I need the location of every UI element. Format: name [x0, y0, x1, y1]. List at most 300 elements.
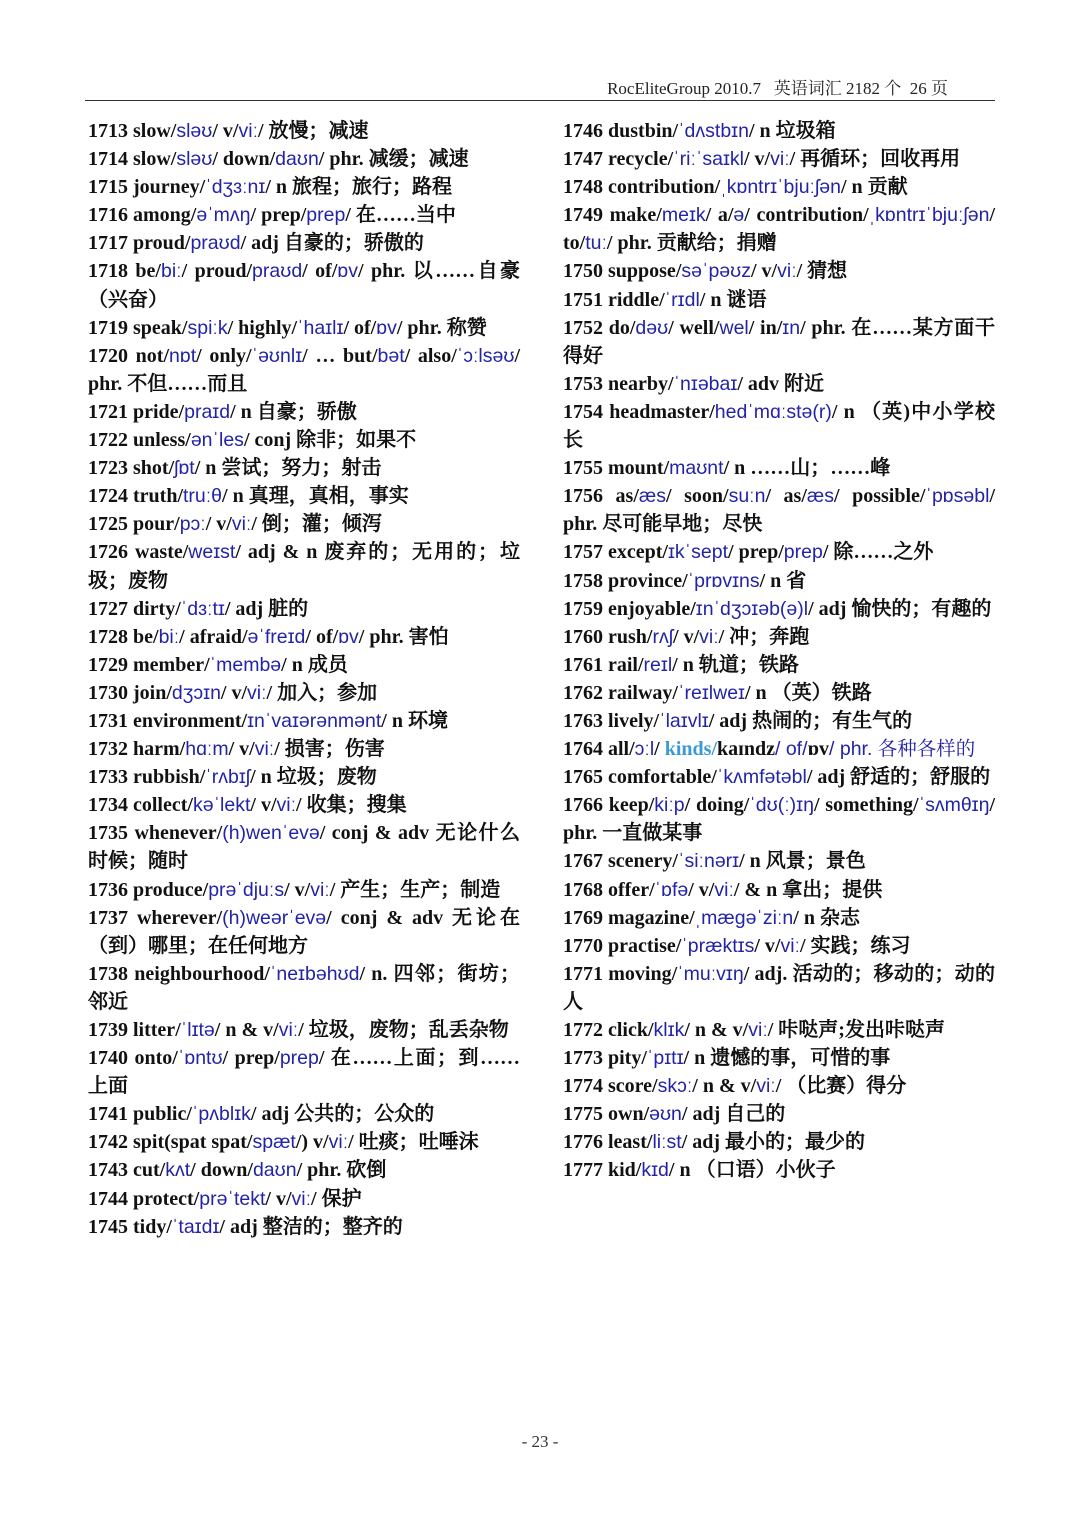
entry-text: 1767 scenery/ — [563, 850, 678, 873]
vocab-entry — [88, 454, 520, 482]
phonetic: sləʊ — [176, 148, 213, 171]
entry-text: 1774 score/ — [563, 1075, 658, 1098]
vocab-entry — [563, 904, 995, 932]
entry-text: 1748 contribution/ — [563, 176, 721, 199]
entry-text: 1744 protect/ — [88, 1187, 200, 1210]
vocab-entry — [563, 679, 995, 707]
entry-text: 1741 public/ — [88, 1103, 192, 1126]
entry-text: / n 省 — [759, 569, 807, 592]
phonetic: ˈpʌblɪk — [191, 1103, 251, 1126]
vocab-entry — [88, 819, 520, 875]
entry-text: / adj 整洁的；整齐的 — [219, 1215, 403, 1238]
entry-text: 1772 click/ — [563, 1019, 654, 1041]
entry-text: 1760 rush/ — [563, 625, 653, 648]
phonetic: ˈdɜːtɪ — [180, 597, 225, 620]
phonetic: ɪn — [782, 316, 801, 339]
vocab-entry — [563, 117, 995, 145]
entry-text: / of/ — [343, 316, 377, 339]
entry-text: / down/ — [212, 148, 276, 171]
phonetic: əˈfreɪd — [247, 625, 306, 648]
entry-text: / phr. 称赞 — [396, 316, 487, 339]
entry-text: 1759 enjoyable/ — [563, 597, 696, 620]
phonetic: ˈmuːvɪŋ — [677, 962, 744, 985]
entry-text: / n & v/ — [684, 1019, 749, 1041]
phonetic: liːst — [652, 1131, 682, 1154]
phonetic: kəˈlekt — [192, 794, 251, 817]
vocab-entry — [563, 707, 995, 735]
entry-text: / n 垃圾箱 — [748, 120, 836, 142]
phonetic: spiːk — [187, 316, 228, 339]
entry-text: / n 自豪；骄傲 — [230, 400, 357, 423]
entry-text: 1768 offer/ — [563, 878, 655, 901]
phonetic: ˈɒfə — [654, 878, 689, 901]
entry-text: / n （口语）小伙子 — [668, 1159, 836, 1182]
phonetic: viː — [328, 1131, 349, 1154]
entry-text: 1713 slow/ — [88, 120, 177, 142]
entry-text: / 除……之外 — [822, 541, 934, 564]
phonetic: ˈdʌstbɪn — [678, 120, 749, 142]
entry-text: 1758 province/ — [563, 569, 688, 592]
entry-text: 1746 dustbin/ — [563, 120, 679, 142]
vocab-entry — [88, 651, 520, 679]
phonetic: ʃɒt — [174, 457, 195, 480]
entry-text: 1770 practise/ — [563, 934, 682, 957]
entry-text: / adj 公共的；公众的 — [250, 1103, 435, 1126]
right-column — [563, 117, 995, 1185]
phonetic: ˈpræktɪs — [681, 934, 755, 957]
phonetic: truːθ — [183, 485, 223, 508]
entry-text: / adj 脏的 — [224, 597, 309, 620]
vocab-entry — [563, 201, 995, 257]
entry-text: / n 谜语 — [699, 288, 767, 311]
entry-text: / phr. 不但……而且 — [88, 344, 520, 395]
phonetic: ˈpɪtɪ — [646, 1047, 684, 1070]
phonetic: ˈdʊ(ː)ɪŋ — [749, 794, 814, 817]
phonetic: suːn — [728, 485, 766, 508]
entry-text: 1762 railway/ — [563, 681, 678, 704]
vocab-entry — [88, 763, 520, 791]
vocab-entry — [88, 1185, 520, 1213]
entry-text: / adj 热闹的；有生气的 — [708, 709, 913, 732]
phonetic: prep — [783, 541, 823, 564]
phonetic: ɒv — [338, 625, 359, 648]
entry-text: / v/ — [220, 681, 248, 704]
entry-text: 1736 produce/ — [88, 878, 209, 901]
entry-text: / in/ — [748, 316, 783, 339]
entry-text: / phr. 减缓；减速 — [318, 148, 469, 171]
entry-text: / n ……山；……峰 — [723, 457, 891, 480]
entry-text: 1764 all/ — [563, 738, 635, 761]
entry-text: / v/ — [250, 794, 277, 817]
entry-text: / of/ — [302, 260, 338, 283]
phonetic: biː — [161, 260, 182, 283]
entry-text: / n 风景；景色 — [739, 850, 866, 873]
phonetic: viː — [756, 1075, 776, 1098]
phonetic: klɪk — [653, 1019, 685, 1041]
entry-text: / v/ — [205, 513, 232, 536]
entry-text: / adj & n 废弃的；无用的；垃圾；废物 — [88, 541, 521, 592]
vocab-entry — [88, 679, 520, 707]
entry-text: / soon/ — [666, 485, 729, 508]
entry-text: / 收集；搜集 — [296, 794, 407, 817]
entry-text: / phr. 尽可能早地；尽快 — [563, 485, 995, 536]
entry-text: / n 遗憾的事，可惜的事 — [683, 1047, 891, 1070]
entry-text: / n & v/ — [214, 1019, 279, 1041]
vocab-entry — [563, 595, 995, 623]
vocab-entry — [563, 454, 995, 482]
entry-text: / 放慢；减速 — [257, 120, 369, 142]
phonetic: daʊn — [275, 148, 319, 171]
phonetic: viː — [310, 878, 330, 901]
vocab-entry — [563, 651, 995, 679]
phonetic: ˈpɒsəbl — [925, 485, 990, 508]
vocab-entry — [88, 538, 520, 594]
phonetic: viː — [770, 148, 790, 171]
phonetic: ˈnɪəbaɪ — [673, 372, 738, 395]
entry-text: / v/ — [688, 878, 715, 901]
entry-text: ɒv — [807, 738, 830, 761]
entry-text: / … but/ — [302, 344, 378, 367]
entry-text: 1775 own/ — [563, 1103, 650, 1126]
phonetic: pɔː — [179, 513, 206, 536]
entry-text: 1763 lively/ — [563, 709, 660, 732]
entry-text: / n （英)中小学校长 — [563, 400, 995, 452]
entry-text: / 冲；奔跑 — [718, 625, 810, 648]
phonetic: æs — [806, 485, 834, 508]
header-divider — [85, 100, 995, 101]
phonetic: əˈmʌŋ — [196, 204, 251, 227]
entry-text: / adj. 活动的；移动的；动的人 — [563, 962, 995, 1013]
vocab-entry — [88, 117, 520, 145]
phonetic: hɑːm — [185, 738, 229, 761]
entry-text: 1766 keep/ — [563, 794, 655, 817]
phonetic: ˈrʌbɪʃ — [205, 766, 251, 789]
entry-text: 1714 slow/ — [88, 148, 177, 171]
vocab-entry — [88, 791, 520, 819]
entry-text: / 保护 — [311, 1187, 362, 1210]
entry-text: 1769 magazine/ — [563, 906, 695, 929]
entry-text: / proud/ — [181, 260, 253, 283]
entry-text: / n. 四邻；街坊；邻近 — [88, 962, 520, 1013]
vocab-entry — [88, 1128, 520, 1156]
entry-text: / down/ — [190, 1159, 253, 1182]
entry-text: 1742 spit(spat spat/ — [88, 1131, 253, 1154]
vocab-entry — [563, 567, 995, 595]
vocab-entry — [88, 707, 520, 735]
vocab-entry — [563, 314, 995, 370]
entry-text: / possible/ — [833, 485, 926, 508]
entry-text: / n 真理，真相，事实 — [222, 485, 409, 508]
entry-text: / n 轨道；铁路 — [672, 653, 799, 676]
entry-text: / phr. 砍倒 — [296, 1159, 387, 1182]
entry-text: 1765 comfortable/ — [563, 766, 717, 789]
phonetic: ˈhaɪlɪ — [297, 316, 344, 339]
phonetic: æs — [638, 485, 666, 508]
entry-text: / v/ — [751, 260, 778, 283]
entry-text: / adj 最小的；最少的 — [681, 1131, 866, 1154]
vocab-entry — [88, 398, 520, 426]
entry-text: / & n 拿出；提供 — [733, 878, 883, 901]
vocab-entry — [88, 426, 520, 454]
entry-text: 1718 be/ — [88, 260, 161, 283]
phonetic: tuː — [585, 232, 607, 255]
entry-text: 1771 moving/ — [563, 962, 678, 985]
entry-text: / as/ — [765, 485, 807, 508]
vocab-entry — [88, 1100, 520, 1128]
entry-text: / only/ — [196, 344, 252, 367]
page-number: - 23 - — [521, 1432, 559, 1451]
entry-text: 1727 dirty/ — [88, 597, 181, 620]
entry-text: 1777 kid/ — [563, 1159, 642, 1182]
vocab-entry — [88, 1044, 520, 1100]
vocab-entry — [88, 1156, 520, 1184]
entry-text: / phr. 在……某方面干得好 — [563, 316, 996, 367]
vocab-entry — [563, 173, 995, 201]
entry-text: / n 垃圾；废物 — [250, 766, 377, 789]
phonetic: dəʊ — [635, 316, 669, 339]
phonetic: viː — [278, 1019, 299, 1041]
highlighted-word: kinds/ — [664, 738, 717, 761]
vocab-entry — [88, 876, 520, 904]
vocab-entry — [563, 1100, 995, 1128]
entry-text: / phr. 害怕 — [358, 625, 449, 648]
phonetic: rʌʃ — [652, 625, 674, 648]
vocab-entry — [563, 932, 995, 960]
entry-text: / n 环境 — [381, 709, 448, 732]
entry-text: / conj & adv 无论在（到）哪里；在任何地方 — [88, 906, 520, 957]
vocab-entry — [88, 145, 520, 173]
phonetic: ˈəʊnlɪ — [251, 344, 303, 367]
entry-text: 1738 neighbourhood/ — [88, 962, 270, 985]
vocab-entry — [563, 482, 995, 538]
entry-text: / n （英）铁路 — [744, 681, 872, 704]
entry-text: / prep/ — [250, 204, 307, 227]
vocab-entry — [88, 595, 520, 623]
vocab-entry — [88, 960, 520, 1016]
entry-text: / also/ — [404, 344, 457, 367]
entry-text: / 加入；参加 — [266, 681, 378, 704]
phonetic: ˈɒntʊ — [177, 1047, 223, 1070]
entry-text: / n 旅程；旅行；路程 — [265, 176, 453, 199]
entry-text: / 垃圾，废物；乱丢杂物 — [298, 1019, 509, 1041]
phonetic: ˈlɪtə — [180, 1019, 215, 1041]
vocab-entry — [88, 904, 520, 960]
phonetic: praʊd — [252, 260, 303, 283]
vocab-entry — [563, 847, 995, 875]
entry-text: / n 成员 — [281, 653, 348, 676]
entry-text: / of/ — [305, 625, 339, 648]
entry-text: 1722 unless/ — [88, 429, 191, 452]
phonetic: bət — [377, 344, 405, 367]
phonetic: viː — [777, 260, 797, 283]
entry-text: / v/ — [744, 148, 771, 171]
entry-text: / v/ — [754, 934, 781, 957]
phonetic: viː — [276, 794, 297, 817]
entry-text: / adj 自己的 — [681, 1103, 786, 1126]
vocab-entry — [563, 876, 995, 904]
phonetic: (h)weərˈevə — [222, 906, 327, 929]
phonetic: viː — [699, 625, 719, 648]
entry-text: / v/ — [228, 738, 255, 761]
vocab-entry — [88, 623, 520, 651]
entry-text: / n 尝试；努力；射击 — [194, 457, 382, 480]
entry-text: 1754 headmaster/ — [563, 400, 715, 423]
phonetic: ˌmægəˈziːn — [694, 906, 794, 929]
entry-text: 1721 pride/ — [88, 400, 185, 423]
entry-text: / adj 自豪的；骄傲的 — [240, 232, 424, 255]
entry-text: 1750 suppose/ — [563, 260, 682, 283]
phonetic: nɒt — [169, 344, 197, 367]
phonetic: kʌt — [165, 1159, 191, 1182]
entry-text: / 猜想 — [796, 260, 848, 283]
vocab-entry — [563, 960, 995, 1016]
phonetic: viː — [748, 1019, 768, 1041]
phonetic: ˈneɪbəhʊd — [269, 962, 360, 985]
vocab-entry — [88, 342, 520, 398]
entry-text: 1755 mount/ — [563, 457, 670, 480]
vocab-entry — [563, 538, 995, 566]
phonetic: ˈprɒvɪns — [687, 569, 760, 592]
phonetic: viː — [291, 1187, 312, 1210]
entry-text: 1726 waste/ — [88, 541, 189, 564]
phonetic: daʊn — [252, 1159, 297, 1182]
entry-text: / v/ — [284, 878, 311, 901]
phonetic: əʊn — [649, 1103, 682, 1126]
phonetic: ˈɔːlsəʊ — [456, 344, 515, 367]
entry-text: 1749 make/ — [563, 204, 662, 227]
entry-text: / contribution/ — [744, 204, 869, 227]
entry-text: 1733 rubbish/ — [88, 766, 206, 789]
entry-text: 1732 harm/ — [88, 738, 186, 761]
entry-text: 1716 among/ — [88, 204, 197, 227]
vocab-entry — [88, 1016, 520, 1044]
entry-text: 1776 least/ — [563, 1131, 653, 1154]
entry-text: / 在……当中 — [345, 204, 456, 227]
phonetic: / of/ — [775, 738, 808, 761]
entry-text: 1743 cut/ — [88, 1159, 166, 1182]
vocab-entry — [563, 1128, 995, 1156]
phonetic: ˈtaɪdɪ — [171, 1215, 220, 1238]
phonetic: viː — [247, 681, 267, 704]
entry-text: / n & v/ — [692, 1075, 757, 1098]
phonetic: ɒv — [376, 316, 397, 339]
phonetic: praɪd — [184, 400, 231, 423]
entry-text: / 倒；灌；倾泻 — [251, 513, 382, 536]
phonetic: ənˈles — [190, 429, 244, 452]
entry-text: / conj & adv 无论什么时候；随时 — [88, 822, 520, 873]
entry-text: / 再循环；回收再用 — [789, 148, 961, 171]
phonetic: dʒɔɪn — [171, 681, 221, 704]
phonetic: kiːp — [654, 794, 685, 817]
phonetic: praʊd — [190, 232, 241, 255]
entry-text: 1752 do/ — [563, 316, 636, 339]
entry-text: 1740 onto/ — [88, 1047, 178, 1070]
entry-text: / v/ — [673, 625, 700, 648]
entry-text: / 实践；练习 — [799, 934, 911, 957]
vocab-entry — [88, 229, 520, 257]
vocab-entry — [563, 791, 995, 847]
phonetic: ˈrɪdl — [664, 288, 700, 311]
phonetic: viː — [231, 513, 252, 536]
vocab-entry — [88, 173, 520, 201]
entry-text: / v/ — [212, 120, 239, 142]
phonetic: ə — [733, 204, 745, 227]
phonetic: ɪnˈdʒɔɪəb(ə)l — [695, 597, 809, 620]
entry-text: / adj 舒适的；舒服的 — [806, 766, 991, 789]
entry-text: / adv 附近 — [737, 372, 825, 395]
phonetic: prep — [279, 1047, 319, 1070]
entry-text: 1756 as/ — [563, 485, 639, 508]
phonetic: ˈsiːnərɪ — [677, 850, 740, 873]
vocab-entry — [88, 257, 520, 313]
entry-text: 1724 truth/ — [88, 485, 183, 508]
entry-text: / conj 除非；如果不 — [243, 429, 417, 452]
phonetic: / phr. 各种各样的 — [829, 738, 976, 761]
vocab-entry — [563, 1016, 995, 1044]
entry-text: 1720 not/ — [88, 344, 170, 367]
entry-text: / v/ — [265, 1187, 292, 1210]
entry-text: / afraid/ — [179, 625, 248, 648]
entry-text: / prep/ — [728, 541, 784, 564]
entry-text: 1773 pity/ — [563, 1047, 647, 1070]
entry-text: / — [654, 738, 665, 761]
phonetic: hedˈmɑːstə(r) — [714, 400, 832, 423]
phonetic: viː — [780, 934, 800, 957]
phonetic: weɪst — [188, 541, 236, 564]
phonetic: ɪnˈvaɪərənmənt — [247, 709, 382, 732]
entry-text: 1715 journey/ — [88, 176, 206, 199]
phonetic: viː — [254, 738, 275, 761]
vocab-entry — [563, 735, 995, 763]
entry-text: / （比赛）得分 — [775, 1075, 907, 1098]
phonetic: ɔːl — [634, 738, 655, 761]
phonetic: ˌkɒntrɪˈbjuːʃən — [720, 176, 841, 199]
entry-text: kaɪndz — [717, 738, 775, 761]
phonetic: ɪkˈsept — [667, 541, 729, 564]
phonetic: reɪl — [643, 653, 673, 676]
phonetic: prəˈdjuːs — [208, 878, 285, 901]
entry-text: / a/ — [705, 204, 734, 227]
phonetic: ˈriːˈsaɪkl — [673, 148, 744, 171]
vocab-entry — [563, 398, 995, 454]
entry-text: 1719 speak/ — [88, 316, 188, 339]
entry-text: 1747 recycle/ — [563, 148, 674, 171]
phonetic: biː — [158, 625, 180, 648]
entry-text: / 产生；生产；制造 — [329, 878, 501, 901]
vocab-entry — [563, 370, 995, 398]
vocab-entry — [88, 201, 520, 229]
entry-text: 1730 join/ — [88, 681, 172, 704]
entry-text: / 咔哒声;发出咔哒声 — [767, 1019, 945, 1041]
vocab-entry — [563, 145, 995, 173]
vocab-entry — [88, 482, 520, 510]
vocab-entry — [563, 286, 995, 314]
entry-text: 1739 litter/ — [88, 1019, 181, 1041]
phonetic: prep — [306, 204, 346, 227]
entry-text: / prep/ — [222, 1047, 280, 1070]
left-column — [88, 117, 520, 1241]
phonetic: ˌkɒntrɪˈbjuːʃən — [868, 204, 990, 227]
entry-text: / 在……上面；到……上面 — [88, 1047, 520, 1098]
vocab-entry — [88, 510, 520, 538]
phonetic: ˈdʒɜːnɪ — [205, 176, 266, 199]
phonetic: viː — [238, 120, 258, 142]
entry-text: / phr. 贡献给；捐赠 — [606, 232, 777, 255]
entry-text: / doing/ — [684, 794, 750, 817]
vocab-entry — [88, 314, 520, 342]
phonetic: viː — [714, 878, 734, 901]
phonetic: ˈmembə — [209, 653, 282, 676]
